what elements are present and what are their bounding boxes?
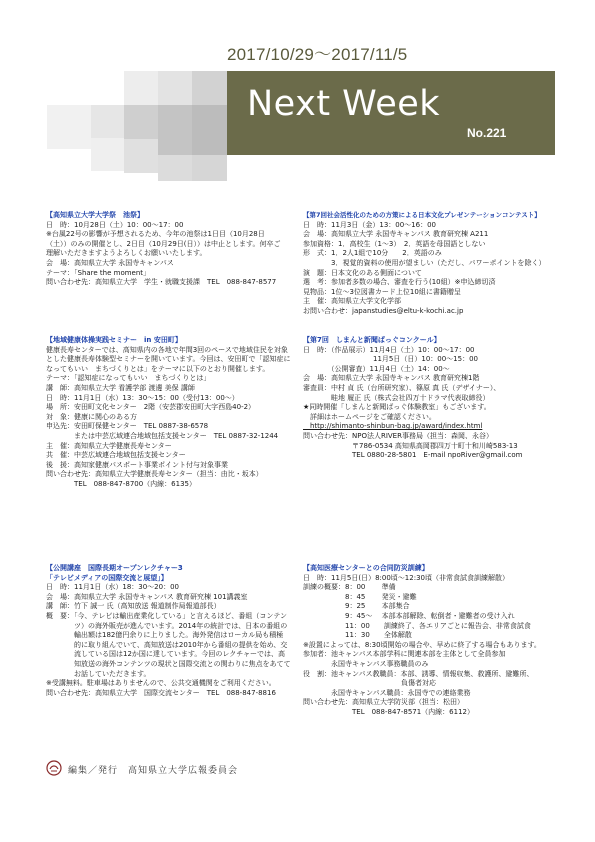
notice-line: とした健康長寿体験型セミナーを開いています。今回は、安田町で「認知症に: [46, 355, 291, 364]
decor-square: [158, 155, 192, 181]
notice-newspaper-bag-contest: [303, 336, 561, 461]
notice-line: 会 場：高知県立大学 永国寺キャンパス 教育研究棟 101講義室: [46, 592, 248, 601]
notice-line: 訓練の概要：8：00 準備: [303, 583, 396, 592]
notice-line: 問い合わせ先：高知県立大学 学生・就職支援課 TEL 088-847-8577: [46, 278, 277, 287]
decor-square: [91, 138, 124, 171]
notice-line: TEL 0880-28-5801 E-mail npoRiver@gmail.com: [303, 451, 523, 460]
notice-title: 【地域健康体操実践セミナー in 安田町】: [46, 336, 182, 344]
notice-ike-festival: [46, 211, 314, 288]
notice-line: 日 時：（作品展示）11月4日（土）10：00～17：00: [303, 345, 475, 354]
decor-square: [91, 105, 124, 138]
notice-health-seminar: [46, 336, 314, 490]
notice-line: 場 所：安田町文化センター 2階（安芸郡安田町大字西島40-2）: [46, 403, 256, 412]
notice-title: 【公開講座 国際長期オープンレクチャー3: [46, 564, 183, 572]
notice-line: 負傷者対応: [303, 679, 436, 688]
notice-line: 知放送の海外コンテンツの現状と国際交流との関わりに焦点をあてて: [46, 659, 291, 668]
notice-subtitle: 「テレビメディアの国際交流と展望」】: [46, 573, 168, 582]
notice-line: テーマ：「認知症になってもいい まちづくりとは」: [46, 374, 211, 383]
notice-line: 共 催：中芸広域連合地域包括支援センター: [46, 451, 186, 460]
notice-line: または中芸広域連合地域包括支援センター TEL 0887-32-1244: [46, 431, 279, 440]
notice-line: 問い合わせ先：高知県立大学 国際交流センター TEL 088-847-8816: [46, 688, 276, 697]
notice-line: 11：00 訓練終了、各エリアごとに報告会、非常食試食: [303, 621, 531, 630]
decor-square: [47, 105, 91, 149]
notice-title: 【高知医療センターとの合同防災訓練】: [303, 564, 429, 572]
notice-line: 日 時：11月5日(日）8:00頃～12:30頃（非常食試食訓練解散）: [303, 573, 509, 582]
notice-title: 【第7回 しまんと新聞ばっぐコンクール】: [303, 336, 441, 344]
notice-line: 主 催：高知県立大学文化学部: [303, 297, 401, 306]
notice-line: 後 援：高知家健康パスポート事業ポイント付与対象事業: [46, 460, 228, 469]
notice-line: 3．視覚的資料の使用が望ましい（ただし、パワーポイントを除く）: [303, 258, 546, 267]
notice-line: TEL 088-847-8700（内線：6135）: [46, 479, 197, 488]
notice-line: 9：45～ 本部本部解除、転倒者・避難者の受け入れ: [303, 611, 515, 620]
notice-line: ※受講無料。駐車場はありませんので、公共交通機関をご利用ください。: [46, 679, 276, 688]
date-range: 2017/10/29～2017/11/5: [227, 45, 408, 64]
notice-line: 〒786-0534 高知県高岡郡四万十町十和川崎583-13: [303, 441, 518, 450]
notice-line: ツ）の海外販売が進んでいます。2014年の統計では、日本の番組の: [46, 621, 288, 630]
notice-line: 会 場：高知県立大学 永国寺キャンパス: [46, 258, 174, 267]
notice-line: 9：25 本部集合: [303, 602, 410, 611]
notice-line: 問い合わせ先：高知県立大学防災部（担当：松田）: [303, 698, 464, 707]
notice-line: 申込先：安田町保健センター TEL 0887-38-6578: [46, 422, 209, 431]
notice-line: 会 場：高知県立大学 永国寺キャンパス 教育研究棟 A211: [303, 230, 489, 239]
notice-line: 的に取り組んでいて、高知放送は2010年から番組の提供を始め、交: [46, 640, 288, 649]
notice-line: （公開審査）11月4日（土）14：00～: [303, 364, 450, 373]
notice-line: 選 考：参加者多数の場合、審査を行う(10組）※申込締切済: [303, 278, 496, 287]
notice-line: （土））のみの開催とし、2日目（10月29日(日））は中止とします。何卒ご: [46, 239, 281, 248]
notice-line: 11月5日（日）10：00～15：00: [303, 355, 478, 364]
notice-line: 見物品：1位～3位図書カード上位10組に書籍贈呈: [303, 287, 461, 296]
decor-square: [124, 139, 158, 173]
decor-square: [192, 71, 227, 105]
notice-line: 主 催：高知県立大学健康長寿センター: [46, 441, 172, 450]
notice-line: 会 場：高知県立大学 永国寺キャンパス 教育研究棟1階: [303, 374, 480, 383]
notice-line: 永国寺キャンパス職員：永国寺での連絡業務: [303, 688, 471, 697]
notice-disaster-drill: [303, 564, 561, 718]
notice-line: 詳細はホームページをご確認ください。: [303, 412, 436, 421]
notice-line: 演 題：日本文化のある側面について: [303, 268, 422, 277]
notice-line: 日 時：11月1日（水）18：30～20：00: [46, 583, 179, 592]
notice-line: 8：45 発災・避難: [303, 592, 417, 601]
notice-line: ※台風22号の影響が予想されるため、今年の池祭は1日目（10月28日: [46, 230, 265, 239]
notice-line: 講 師：竹下 誠一 氏（高知放送 報道制作局報道部長）: [46, 602, 221, 611]
notice-line: 概 要：「今、テレビは輸出産業化している」と言えるほど、番組（コンテン: [46, 611, 288, 620]
notice-line: 輸出額は182億円余りに上りました。海外発信はローカル局も積極: [46, 631, 284, 640]
notice-line: 形 式：1．2人1組で10分 2．英語のみ: [303, 249, 442, 258]
notice-line: お話していただきます。: [46, 669, 151, 678]
notice-line: 対 象：健康に関心のある方: [46, 412, 137, 421]
notice-line: なってもいい まちづくりとは」をテーマに以下のとおり開催します。: [46, 364, 270, 373]
notice-line: ※設置によっては、8:30頃開始の場合や、早めに終了する場合もあります。: [303, 640, 541, 649]
page-title: Next Week: [247, 84, 441, 124]
footer: [46, 760, 276, 776]
notice-line: 永国寺キャンパス事務職員のみ: [303, 659, 429, 668]
issue-number: No.221: [467, 126, 507, 140]
notice-line: 問い合わせ先：NPO法人RIVER事務局（担当：森岡、永谷）: [303, 431, 493, 440]
notice-open-lecture: [46, 564, 314, 698]
decor-square: [124, 71, 158, 105]
notice-line: 問い合わせ先：高知県立大学健康長寿センター（担当：由比・坂本）: [46, 470, 263, 479]
notice-line: 健康長寿センターでは、高知県内の各地で年間3回のペースで地域住民を対象: [46, 345, 288, 354]
notice-line: 畦地 履正 氏（株式会社四万十ドラマ代表取締役）: [303, 393, 490, 402]
notice-line: 日 時：11月3日（金）13：00～16：00: [303, 220, 436, 229]
notice-line: TEL 088-847-8571（内線：6112）: [303, 707, 475, 716]
university-logo-icon: [46, 760, 62, 776]
notice-line: 理解いただきますようよろしくお願いいたします。: [46, 249, 207, 258]
notice-line: 役 割：池キャンパス教職員：本部、誘導、情報収集、救護所、避難所、: [303, 669, 534, 678]
decor-square: [192, 105, 227, 155]
notice-line: ★同時開催「しまんと新聞ばっぐ体験教室」もございます。: [303, 403, 491, 412]
notice-presentation-contest: [303, 211, 561, 317]
notice-line: お問い合わせ：japanstudies@eltu-k-kochi.ac.jp: [303, 306, 464, 315]
notice-line: 日 時：11月1日（水）13：30～15：00（受付13：00～）: [46, 393, 239, 402]
title-banner: [227, 71, 555, 155]
notice-line: 審査員：中村 貞 氏（台所研究家）、篠原 真 氏（デザイナー）、: [303, 383, 501, 392]
decor-square: [192, 155, 227, 181]
decor-square: [158, 105, 192, 155]
notice-line: テーマ：「Share the moment」: [46, 268, 151, 277]
publisher-credit: 編集／発行 高知県立大学広報委員会: [68, 766, 239, 776]
notice-line: 11：30 全体解散: [303, 631, 412, 640]
notice-line: 参加資格：1．高校生（1～3） 2．英語を母国語としない: [303, 239, 486, 248]
notice-title: 【第7回社会活性化のための方策による日本文化プレゼンテーションコンテスト】: [303, 211, 541, 219]
notice-line: 参加者：池キャンパス本部学科に関連本部を主体として全員参加: [303, 650, 506, 659]
decor-square: [158, 71, 192, 105]
decor-square: [124, 105, 158, 139]
contest-url-link[interactable]: http://shimanto-shinbun-bag.jp/award/index.html: [303, 422, 483, 431]
notice-line: 講 師：高知県立大学 看護学部 渡邊 美保 講師: [46, 383, 195, 392]
notice-title: 【高知県立大学大学祭 池祭】: [46, 211, 144, 219]
notice-line: 日 時：10月28日（土）10：00～17：00: [46, 220, 184, 229]
notice-line: 流している国は12か国に達しています。今回のレクチャーでは、高: [46, 650, 285, 659]
